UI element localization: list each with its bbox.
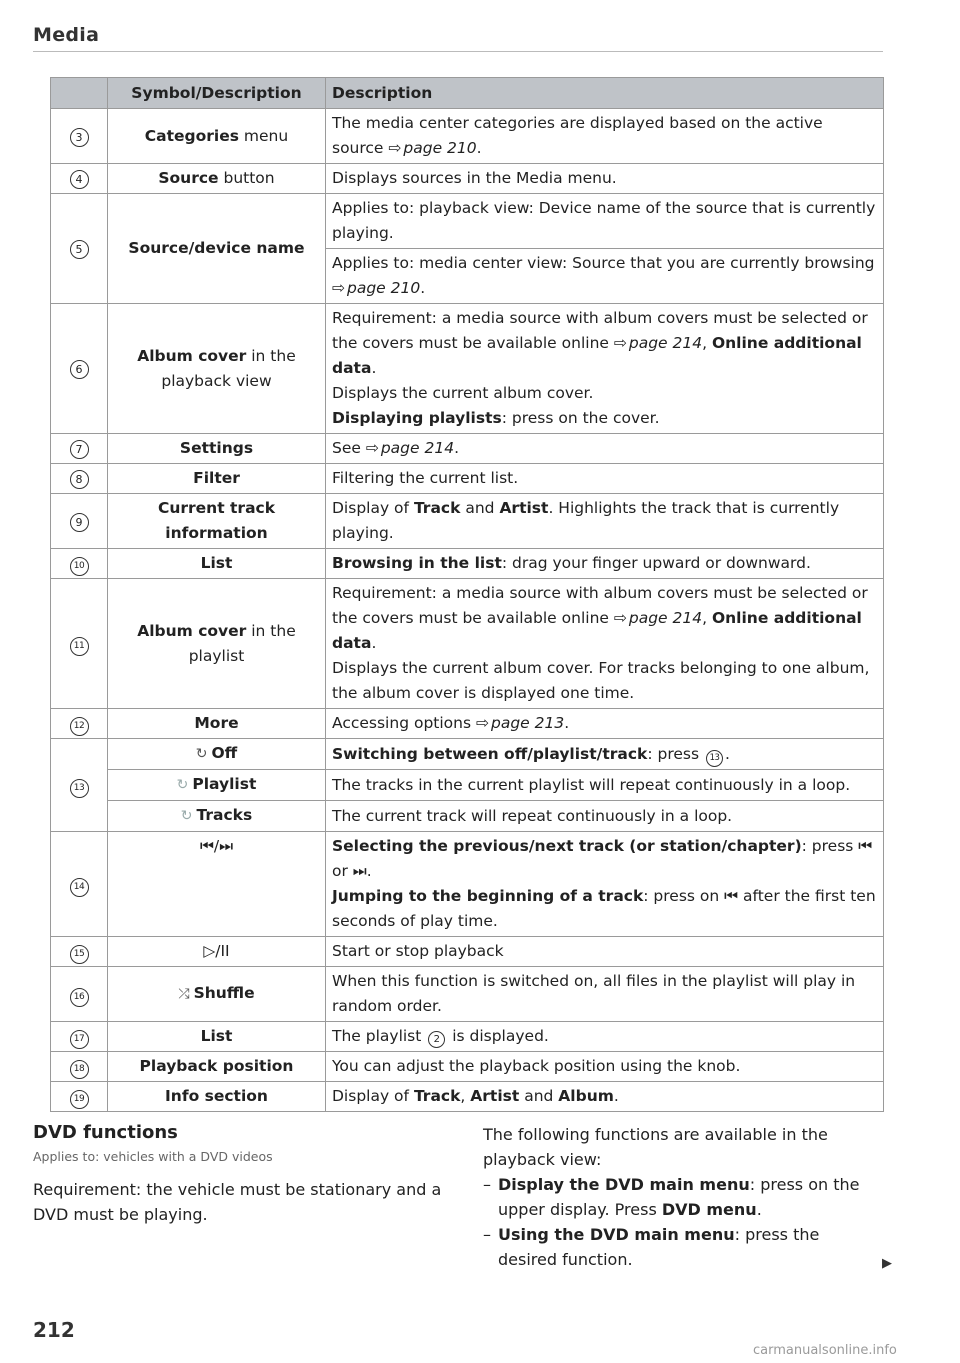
repeat-track-icon: ↻ xyxy=(180,808,193,824)
list-item: – Using the DVD main menu: press the desired function. xyxy=(483,1222,883,1272)
callout-number: 14 xyxy=(70,878,89,897)
row-number-cell xyxy=(51,109,108,164)
dvd-section-heading: DVD functions xyxy=(33,1122,178,1143)
symbol-cell: ↻ Off xyxy=(108,739,326,770)
callout-number: 16 xyxy=(70,988,89,1007)
description-cell: When this function is switched on, all files in the playlist will play in random order. xyxy=(326,967,884,1022)
table-row xyxy=(51,801,884,832)
description-cell: Applies to: media center view: Source that you are currently browsing ⇨ page 210. xyxy=(326,249,884,304)
description-cell: You can adjust the playback position using the knob. xyxy=(326,1052,884,1082)
continue-arrow-icon: ▶ xyxy=(882,1256,892,1271)
description-cell: Start or stop playback xyxy=(326,937,884,967)
row-number-cell xyxy=(51,937,108,967)
symbol-cell: Playback position xyxy=(108,1052,326,1082)
description-cell: Applies to: playback view: Device name of the source that is currently playing. xyxy=(326,194,884,249)
symbol-cell: Current track information xyxy=(108,494,326,549)
table-row xyxy=(51,1082,884,1112)
description-cell: Display of Track and Artist. Highlights the track that is currently playing. xyxy=(326,494,884,549)
table-row xyxy=(51,164,884,194)
symbol-cell: Source button xyxy=(108,164,326,194)
callout-number: 19 xyxy=(70,1090,89,1109)
page-number: 212 xyxy=(33,1318,75,1342)
table-row xyxy=(51,770,884,801)
callout-number: 13 xyxy=(70,779,89,798)
repeat-off-icon: ↻ xyxy=(195,746,208,762)
callout-number: 4 xyxy=(70,170,89,189)
watermark: carmanualsonline.info xyxy=(753,1343,897,1358)
description-cell: The current track will repeat continuously in a loop. xyxy=(326,801,884,832)
callout-number: 7 xyxy=(70,440,89,459)
dvd-function-list xyxy=(483,1172,883,1272)
dvd-intro-text: The following functions are available in the playback view: xyxy=(483,1125,828,1169)
row-number-cell xyxy=(51,464,108,494)
table-row xyxy=(51,109,884,164)
callout-number: 10 xyxy=(70,557,89,576)
description-cell: Requirement: a media source with album covers must be selected or the covers must be available online ⇨ page 214, Online additional data. Displays the current album cover. For tracks belonging to one album, the album cover is displayed one time. xyxy=(326,579,884,709)
header-cell-symbol: Symbol/Description xyxy=(108,78,326,109)
page-ref-arrow-icon: ⇨ xyxy=(475,714,489,732)
description-cell: Displays sources in the Media menu. xyxy=(326,164,884,194)
description-cell: See ⇨ page 214. xyxy=(326,434,884,464)
symbol-cell: Settings xyxy=(108,434,326,464)
page-ref-link[interactable]: page 214 xyxy=(380,439,455,457)
description-cell: Filtering the current list. xyxy=(326,464,884,494)
callout-number: 5 xyxy=(70,240,89,259)
previous-next-track-icon: ⏮/⏭ xyxy=(199,837,234,855)
table-row xyxy=(51,464,884,494)
symbol-cell: ↻ Playlist xyxy=(108,770,326,801)
table-row xyxy=(51,937,884,967)
row-number-cell xyxy=(51,579,108,709)
symbol-cell: Categories menu xyxy=(108,109,326,164)
row-number-cell xyxy=(51,549,108,579)
shuffle-icon: ⤮ xyxy=(178,986,190,1002)
table-row xyxy=(51,494,884,549)
callout-number: 3 xyxy=(70,128,89,147)
row-number-cell xyxy=(51,164,108,194)
page-ref-arrow-icon: ⇨ xyxy=(613,609,627,627)
row-number-cell xyxy=(51,967,108,1022)
symbol-cell: Album cover in the playback view xyxy=(108,304,326,434)
page-ref-arrow-icon: ⇨ xyxy=(332,279,345,297)
play-pause-icon: ▷/II xyxy=(203,942,230,960)
repeat-playlist-icon: ↻ xyxy=(176,777,189,793)
callout-number: 17 xyxy=(70,1030,89,1049)
callout-reference: 13 xyxy=(706,750,723,767)
row-number-cell xyxy=(51,739,108,832)
page-ref-arrow-icon: ⇨ xyxy=(365,439,379,457)
row-number-cell xyxy=(51,194,108,304)
header-cell-number xyxy=(51,78,108,109)
table-row xyxy=(51,1022,884,1052)
description-cell: Accessing options ⇨ page 213. xyxy=(326,709,884,739)
row-number-cell xyxy=(51,832,108,937)
description-cell: The media center categories are displayed based on the active source ⇨ page 210. xyxy=(326,109,884,164)
header-divider xyxy=(33,51,883,52)
symbol-cell: ↻ Tracks xyxy=(108,801,326,832)
description-cell: Selecting the previous/next track (or station/chapter): press ⏮ or ⏭. Jumping to the beginning of a track: press on ⏮ after the first ten seconds of play time. xyxy=(326,832,884,937)
callout-number: 15 xyxy=(70,945,89,964)
dvd-functions-column xyxy=(483,1122,883,1272)
callout-reference: 2 xyxy=(428,1031,445,1048)
symbol-cell: List xyxy=(108,1022,326,1052)
description-cell: Browsing in the list: drag your finger upward or downward. xyxy=(326,549,884,579)
callout-number: 8 xyxy=(70,470,89,489)
page-ref-link[interactable]: page 210 xyxy=(347,279,421,297)
description-cell: Requirement: a media source with album covers must be selected or the covers must be available online ⇨ page 214, Online additional data. Displays the current album cover. Displaying playlists: press on the cover. xyxy=(326,304,884,434)
symbol-cell: Source/device name xyxy=(108,194,326,304)
description-cell: Display of Track, Artist and Album. xyxy=(326,1082,884,1112)
table-row xyxy=(51,434,884,464)
page-ref-link[interactable]: page 213 xyxy=(490,714,565,732)
dvd-applies-note: Applies to: vehicles with a DVD videos xyxy=(33,1149,273,1164)
symbol-cell: More xyxy=(108,709,326,739)
callout-number: 9 xyxy=(70,513,89,532)
table-row xyxy=(51,709,884,739)
symbol-cell xyxy=(108,937,326,967)
callout-number: 18 xyxy=(70,1060,89,1079)
symbol-cell: Info section xyxy=(108,1082,326,1112)
symbol-cell: ⤮ Shuffle xyxy=(108,967,326,1022)
page-ref-link[interactable]: page 210 xyxy=(403,139,477,157)
symbol-cell: List xyxy=(108,549,326,579)
description-cell: Switching between off/playlist/track: press 13 . xyxy=(326,739,884,770)
header-cell-description: Description xyxy=(326,78,884,109)
row-number-cell xyxy=(51,709,108,739)
table-row xyxy=(51,739,884,770)
table-row xyxy=(51,1052,884,1082)
reference-table xyxy=(50,77,884,1112)
page-ref-arrow-icon: ⇨ xyxy=(388,139,402,157)
symbol-cell: Filter xyxy=(108,464,326,494)
table-row xyxy=(51,304,884,434)
symbol-cell: Album cover in the playlist xyxy=(108,579,326,709)
row-number-cell xyxy=(51,494,108,549)
row-number-cell xyxy=(51,434,108,464)
page-ref-link[interactable]: page 214 xyxy=(628,334,703,352)
callout-number: 6 xyxy=(70,360,89,379)
row-number-cell xyxy=(51,1022,108,1052)
table-row xyxy=(51,832,884,937)
table-row xyxy=(51,967,884,1022)
description-cell: The tracks in the current playlist will repeat continuously in a loop. xyxy=(326,770,884,801)
table-row xyxy=(51,579,884,709)
symbol-cell xyxy=(108,832,326,937)
row-number-cell xyxy=(51,1082,108,1112)
row-number-cell xyxy=(51,1052,108,1082)
description-cell: The playlist 2 is displayed. xyxy=(326,1022,884,1052)
row-number-cell xyxy=(51,304,108,434)
callout-number: 12 xyxy=(70,717,89,736)
dvd-requirement-text: Requirement: the vehicle must be stationary and a DVD must be playing. xyxy=(33,1180,442,1224)
callout-number: 11 xyxy=(70,637,89,656)
list-item: – Display the DVD main menu: press on the upper display. Press DVD menu. xyxy=(483,1172,883,1222)
table-row xyxy=(51,194,884,249)
table-row xyxy=(51,549,884,579)
page-section-title: Media xyxy=(33,24,100,46)
page-ref-link[interactable]: page 214 xyxy=(628,609,703,627)
page-ref-arrow-icon: ⇨ xyxy=(613,334,627,352)
table-header-row xyxy=(51,78,884,109)
